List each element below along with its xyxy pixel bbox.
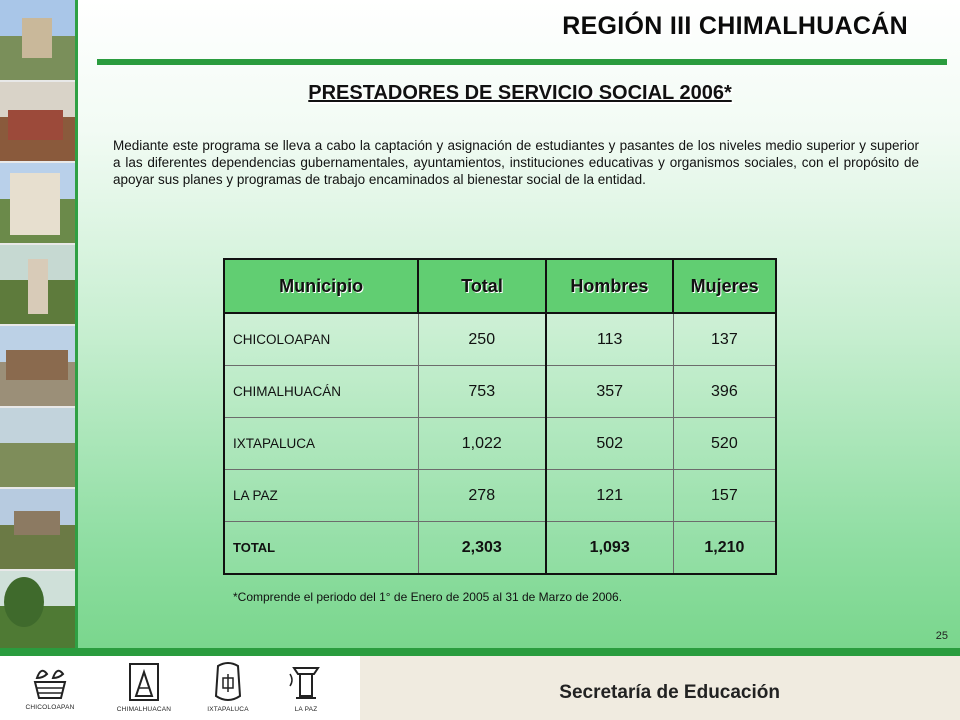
table-header-row	[224, 259, 776, 313]
trees-photo	[0, 571, 75, 651]
footer-rule	[0, 648, 960, 656]
secretaria-label: Secretaría de Educación	[559, 682, 780, 703]
page-title: PRESTADORES DE SERVICIO SOCIAL 2006*	[308, 82, 732, 104]
cell-mujeres: 520	[673, 418, 776, 470]
cell-hombres: 357	[546, 366, 674, 418]
shield-glyph-icon	[124, 660, 164, 704]
header-municipio: Municipio	[224, 259, 418, 313]
cell-hombres: 121	[546, 470, 674, 522]
logo-caption: CHIMALHUACAN	[116, 706, 172, 713]
fortress-photo	[0, 489, 75, 569]
page-number: 25	[935, 630, 948, 642]
cell-total-mujeres: 1,210	[673, 522, 776, 575]
chimalhuacan-logo	[104, 660, 184, 713]
cell-hombres: 502	[546, 418, 674, 470]
table-row	[224, 470, 776, 522]
cell-total: 278	[418, 470, 545, 522]
table-row	[224, 418, 776, 470]
cell-mujeres: 137	[673, 313, 776, 366]
vertical-divider	[75, 0, 78, 650]
logo-caption: IXTAPALUCA	[207, 706, 249, 713]
cell-total: 250	[418, 313, 545, 366]
intro-paragraph: Mediante este programa se lleva a cabo la captación y asignación de estudiantes y pasantes de los niveles medio superior y superior a las diferentes dependencias gubernamentales, ayuntamientos, instituciones educativas y organismos sociales, con el propósito de apoyar sus planes y programas de trabajo encaminados al bienestar social de la entidad.	[113, 138, 919, 187]
table-row	[224, 313, 776, 366]
cell-municipio: CHIMALHUACÁN	[224, 366, 418, 418]
logo-caption: LA PAZ	[294, 706, 318, 713]
cell-municipio: IXTAPALUCA	[224, 418, 418, 470]
header-total: Total	[418, 259, 545, 313]
table-row	[224, 366, 776, 418]
cell-hombres: 113	[546, 313, 674, 366]
cell-total: 1,022	[418, 418, 545, 470]
glyph-column-icon	[286, 660, 326, 704]
cell-mujeres: 396	[673, 366, 776, 418]
vessel-glyph-icon	[208, 660, 248, 704]
cell-municipio: LA PAZ	[224, 470, 418, 522]
service-table	[223, 258, 777, 575]
cell-municipio: CHICOLOAPAN	[224, 313, 418, 366]
plaza-photo	[0, 326, 75, 406]
birds-basket-icon	[27, 660, 73, 702]
table-total-row	[224, 522, 776, 575]
ruins-photo	[0, 82, 75, 162]
field-photo	[0, 408, 75, 488]
header-mujeres: Mujeres	[673, 259, 776, 313]
cell-grand-total: 2,303	[418, 522, 545, 575]
cell-total-label: TOTAL	[224, 522, 418, 575]
cell-mujeres: 157	[673, 470, 776, 522]
church-photo-2	[0, 163, 75, 243]
chicoloapan-logo	[10, 660, 90, 711]
logo-caption: CHICOLOAPAN	[25, 704, 75, 711]
la-paz-logo	[266, 660, 346, 713]
header-rule	[97, 59, 947, 65]
church-photo-1	[0, 0, 75, 80]
header-hombres: Hombres	[546, 259, 674, 313]
ixtapaluca-logo	[188, 660, 268, 713]
footnote: *Comprende el periodo del 1° de Enero de 2005 al 31 de Marzo de 2006.	[233, 590, 623, 604]
cell-total-hombres: 1,093	[546, 522, 674, 575]
cell-total: 753	[418, 366, 545, 418]
photo-strip	[0, 0, 75, 650]
region-title: REGIÓN III CHIMALHUACÁN	[562, 12, 908, 40]
chapel-photo	[0, 245, 75, 325]
